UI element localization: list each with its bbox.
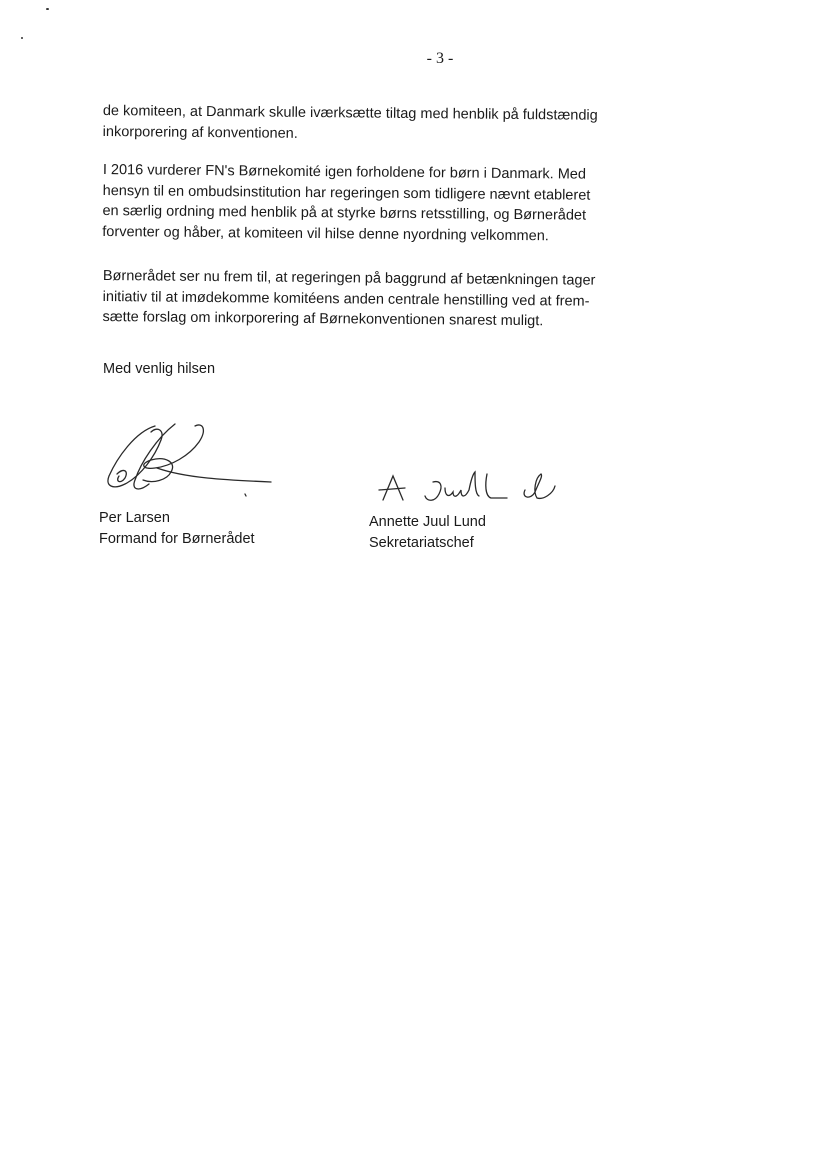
signatory-title: Formand for Børnerådet (99, 531, 255, 547)
paragraph-line: hensyn til en ombudsinstitution har regeringen som tidligere nævnt etableret (102, 182, 591, 204)
signatory-name: Annette Juul Lund (369, 514, 486, 530)
paragraph-line: forventer og håber, at komiteen vil hilse denne nyordning velkommen. (102, 223, 549, 244)
signatory-block (369, 512, 486, 554)
handwritten-signature (375, 468, 565, 508)
closing-salutation: Med venlig hilsen (103, 361, 216, 377)
paragraph (102, 160, 663, 247)
signatory-name: Per Larsen (99, 510, 170, 526)
paragraph-line: inkorporering af konventionen. (102, 123, 298, 142)
paragraph (103, 101, 663, 147)
signatory-block (99, 508, 255, 550)
handwritten-signature (95, 418, 285, 498)
paragraph-line: I 2016 vurderer FN's Børnekomité igen forholdene for børn i Danmark. Med (102, 161, 587, 183)
paragraph-line: Børnerådet ser nu frem til, at regeringen på baggrund af betænkningen tager (102, 267, 596, 289)
page-number: - 3 - (426, 50, 454, 67)
paragraph-line: de komiteen, at Danmark skulle iværksætte tiltag med henblik på fuldstændig (102, 102, 598, 124)
paragraph-line: sætte forslag om inkorporering af Børnekonventionen snarest muligt. (102, 308, 544, 330)
scan-speck (21, 37, 23, 39)
paragraph-line: en særlig ordning med henblik på at styrke børns retsstilling, og Børnerådet (102, 202, 587, 224)
signatory-title: Sekretariatschef (369, 535, 474, 551)
scan-speck (46, 8, 49, 10)
paragraph-line: initiativ til at imødekomme komitéens anden centrale henstilling ved at frem- (102, 288, 590, 310)
paragraph (102, 266, 663, 333)
